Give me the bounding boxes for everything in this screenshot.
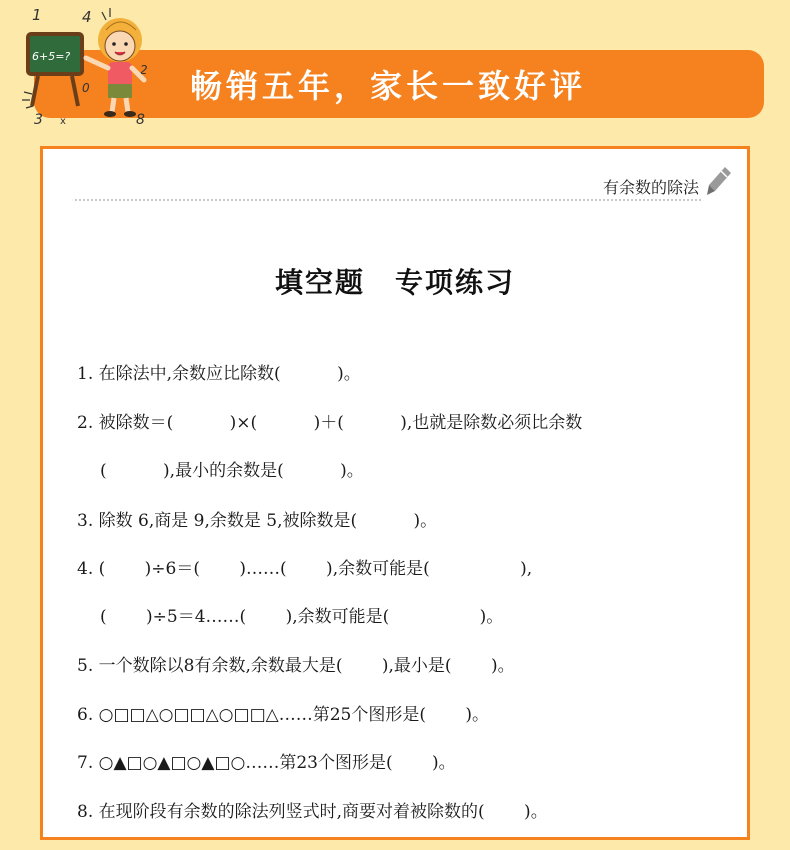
- mascot-digit: 3: [34, 112, 43, 128]
- question-7: 7. ○▲□○▲□○▲□○……第23个图形是( )。: [77, 753, 456, 773]
- question-2: 2. 被除数＝( )×( )＋( ),也就是除数必须比余数: [77, 413, 583, 433]
- banner-title: 畅销五年，家长一致好评: [190, 67, 587, 105]
- pencil-icon: [705, 165, 733, 197]
- question-4-continued: ( )÷5＝4……( ),余数可能是( )。: [100, 607, 504, 627]
- chalkboard-text: 6+5=?: [32, 50, 71, 63]
- question-8: 8. 在现阶段有余数的除法列竖式时,商要对着被除数的( )。: [77, 802, 548, 822]
- question-4: 4. ( )÷6＝( )……( ),余数可能是( ),: [77, 559, 533, 579]
- mascot-digit: x: [60, 116, 66, 127]
- mascot-digit: 0: [82, 81, 90, 95]
- divider: [75, 199, 701, 201]
- mascot-digit: 2: [140, 63, 148, 77]
- mascot-illustration: [16, 0, 166, 130]
- question-2-continued: ( ),最小的余数是( )。: [100, 461, 364, 481]
- question-1: 1. 在除法中,余数应比除数( )。: [77, 364, 361, 384]
- mascot-digit: 4: [82, 8, 92, 26]
- mascot-digit: 1: [32, 6, 42, 24]
- worksheet-card: [40, 146, 750, 840]
- mascot-digit: 8: [136, 112, 145, 128]
- question-6: 6. ○□□△○□□△○□□△……第25个图形是( )。: [77, 705, 490, 725]
- question-3: 3. 除数 6,商是 9,余数是 5,被除数是( )。: [77, 511, 438, 531]
- question-5: 5. 一个数除以8有余数,余数最大是( ),最小是( )。: [77, 656, 515, 676]
- section-label: 有余数的除法: [602, 178, 699, 197]
- worksheet-title: 填空题 专项练习: [274, 266, 515, 299]
